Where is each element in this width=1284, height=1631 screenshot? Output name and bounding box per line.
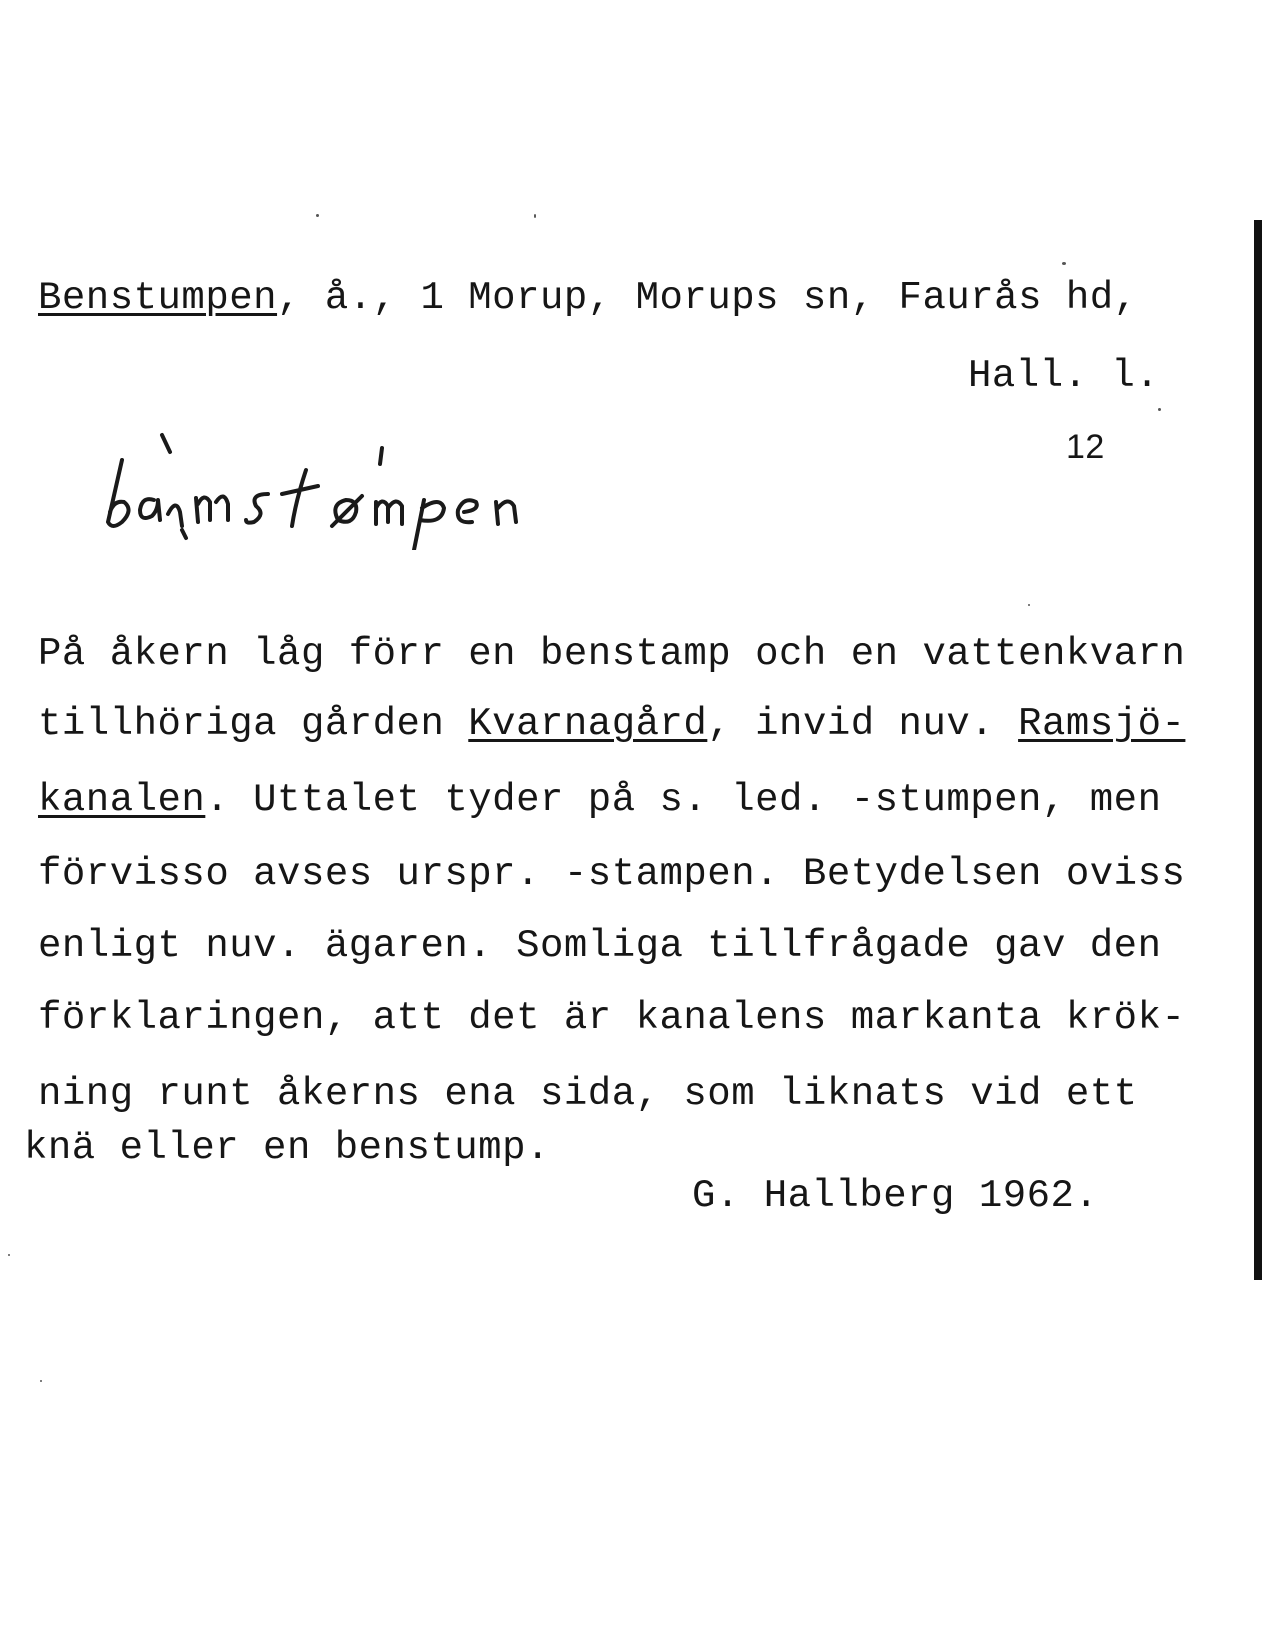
body-text: ning runt åkerns ena sida, som liknats vid ett xyxy=(38,1072,1138,1116)
scan-speck xyxy=(534,214,536,218)
body-line-5 xyxy=(38,922,1161,970)
scan-speck xyxy=(8,1254,10,1256)
body-line-3 xyxy=(38,776,1161,824)
place-name-kvarnagard: Kvarnagård xyxy=(468,702,708,746)
card-number: 12 xyxy=(1066,428,1105,466)
body-line-7 xyxy=(38,1070,1138,1118)
body-text: . Uttalet tyder på s. led. -stumpen, men xyxy=(205,778,1162,822)
body-text: knä eller en benstump. xyxy=(24,1126,550,1170)
body-text: På åkern låg förr en benstamp och en vattenkvarn xyxy=(38,632,1186,676)
scan-speck xyxy=(1028,604,1030,606)
headword: Benstumpen xyxy=(38,276,278,320)
body-text: förklaringen, att det är kanalens markanta krök- xyxy=(38,996,1186,1040)
card-edge-border xyxy=(1254,220,1262,1280)
body-text: , invid nuv. xyxy=(707,702,1019,746)
entry-details: , å., 1 Morup, Morups sn, Faurås hd, xyxy=(277,276,1138,320)
body-line-8 xyxy=(24,1124,550,1172)
scan-speck xyxy=(1062,262,1066,265)
body-line-2 xyxy=(38,700,1185,748)
handwritten-pronunciation xyxy=(100,430,600,550)
signature: G. Hallberg 1962. xyxy=(692,1174,1099,1218)
body-text: förvisso avses urspr. -stampen. Betydelsen oviss xyxy=(38,852,1186,896)
body-text: tillhöriga gården xyxy=(38,702,469,746)
scan-speck xyxy=(1158,408,1161,411)
scan-speck xyxy=(316,214,319,217)
body-line-6 xyxy=(38,994,1185,1042)
body-line-4 xyxy=(38,850,1185,898)
body-line-1 xyxy=(38,630,1185,678)
entry-header-line xyxy=(38,274,1138,322)
place-name-kanalen: kanalen xyxy=(38,778,206,822)
body-text: enligt nuv. ägaren. Somliga tillfrågade gav den xyxy=(38,924,1162,968)
scan-speck xyxy=(40,1380,42,1382)
region-label: Hall. l. xyxy=(968,354,1160,398)
place-name-ramsjo: Ramsjö- xyxy=(1018,702,1186,746)
